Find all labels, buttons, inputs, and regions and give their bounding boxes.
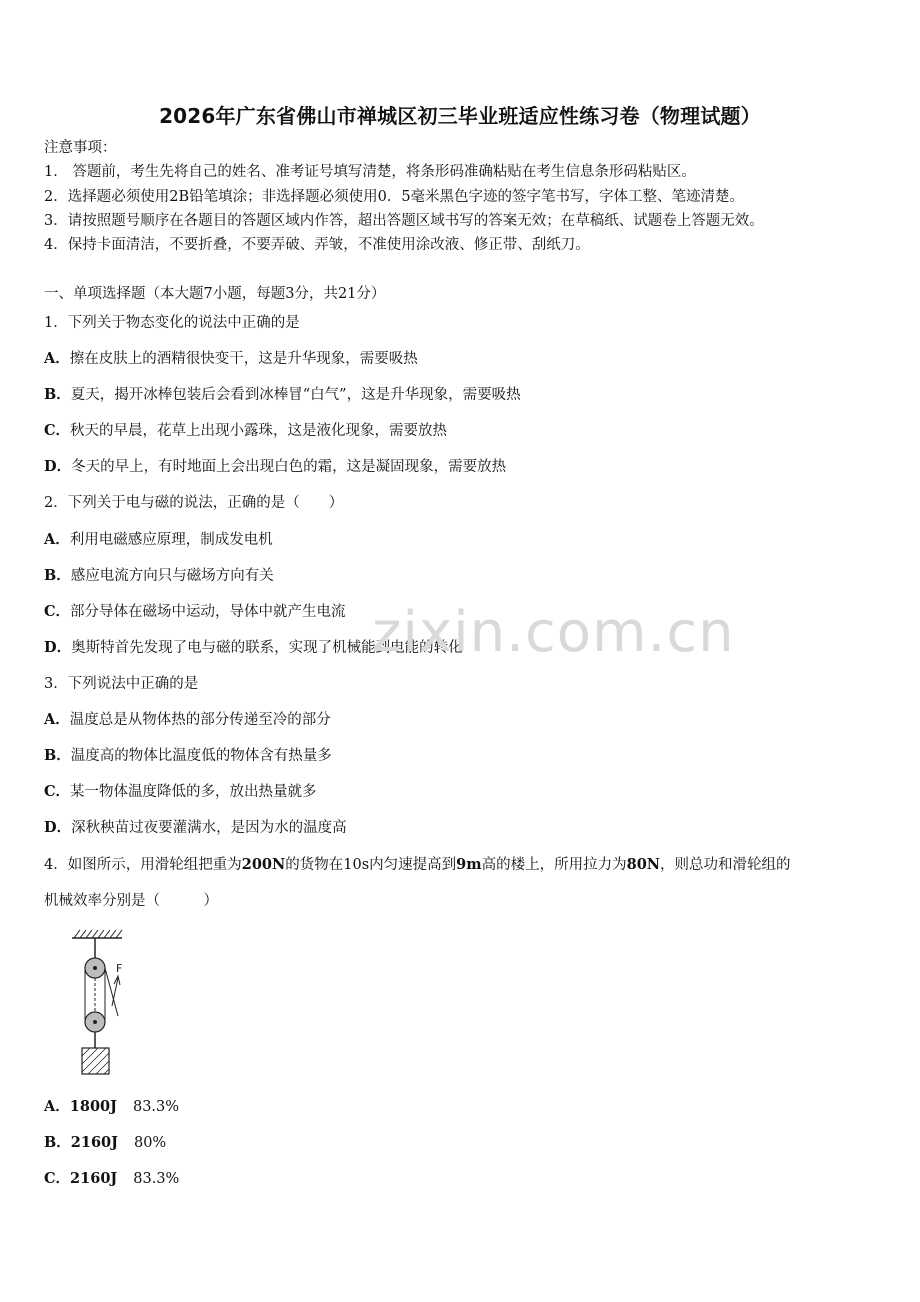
q2-option-c	[44, 602, 346, 622]
notice-item-1: 1． 答题前，考生先将自己的姓名、准考证号填写清楚，将条形码准确粘贴在考生信息条形码粘贴区。	[44, 164, 696, 180]
q3-option-d	[44, 818, 347, 838]
notice-item-4: 4．保持卡面清洁，不要折叠，不要弄破、弄皱，不准使用涂改液、修正带、刮纸刀。	[44, 237, 590, 253]
section-heading: 一、单项选择题（本大题7小题，每题3分，共21分）	[44, 286, 386, 302]
q1-stem: 1．下列关于物态变化的说法中正确的是	[44, 315, 300, 331]
option-letter: A．	[44, 711, 70, 728]
q4-weight: 200N	[241, 856, 286, 873]
notice-heading: 注意事项：	[44, 140, 117, 156]
q4-stem-part: 4．如图所示，用滑轮组把重为	[44, 857, 242, 873]
option-text: 擦在皮肤上的酒精很快变干，这是升华现象，需要吸热	[69, 351, 418, 367]
q1-option-c	[44, 421, 447, 441]
option-text: 温度高的物体比温度低的物体含有热量多	[70, 748, 332, 764]
pulley-diagram	[66, 926, 136, 1078]
q3-stem: 3．下列说法中正确的是	[44, 676, 199, 692]
pulley-figure	[66, 926, 136, 1082]
option-letter: B．	[44, 1134, 71, 1151]
option-text: 温度总是从物体热的部分传递至冷的部分	[69, 712, 331, 728]
option-value: 2160J	[70, 1170, 118, 1187]
q3-option-b	[44, 746, 332, 766]
force-label: F	[116, 962, 123, 975]
q1-option-d	[44, 457, 506, 477]
q2-stem: 2．下列关于电与磁的说法，正确的是（ ）	[44, 495, 344, 511]
option-value: 1800J	[69, 1098, 117, 1115]
q4-force: 80N	[626, 856, 661, 873]
q4-stem-line1	[44, 855, 791, 875]
notice-item-3: 3．请按照题号顺序在各题目的答题区域内作答，超出答题区域书写的答案无效；在草稿纸、试题卷上答题无效。	[44, 213, 764, 229]
option-letter: B．	[44, 386, 71, 403]
q3-option-c	[44, 782, 317, 802]
option-text: 冬天的早上，有时地面上会出现白色的霜，这是凝固现象，需要放热	[71, 459, 507, 475]
option-text: 感应电流方向只与磁场方向有关	[70, 568, 274, 584]
q4-stem-part: 的货物在10s内匀速提高到	[285, 857, 457, 873]
option-letter: C．	[44, 783, 71, 800]
q1-option-b	[44, 385, 521, 405]
option-text: 深秋秧苗过夜要灌满水，是因为水的温度高	[71, 820, 347, 836]
option-letter: A．	[44, 350, 70, 367]
option-value: 2160J	[70, 1134, 118, 1151]
q4-option-c	[44, 1169, 179, 1189]
notice-item-2: 2．选择题必须使用2B铅笔填涂；非选择题必须使用0．5毫米黑色字迹的签字笔书写，字体工整、笔迹清楚。	[44, 189, 745, 205]
option-text: 秋天的早晨，花草上出现小露珠，这是液化现象，需要放热	[70, 423, 448, 439]
option-text: 利用电磁感应原理，制成发电机	[69, 532, 273, 548]
q4-option-b	[44, 1133, 166, 1153]
q4-stem-part: 高的楼上，所用拉力为	[481, 857, 627, 873]
option-letter: A．	[44, 531, 70, 548]
option-letter: D．	[44, 458, 72, 475]
option-letter: C．	[44, 422, 71, 439]
option-letter: A．	[44, 1098, 70, 1115]
ceiling-hatch	[74, 930, 122, 938]
watermark: zixin.com.cn	[372, 600, 735, 665]
q2-option-b	[44, 566, 274, 586]
option-letter: D．	[44, 639, 72, 656]
q4-stem-part: ，则总功和滑轮组的	[660, 857, 791, 873]
q4-stem-line2: 机械效率分别是（ ）	[44, 893, 218, 909]
option-text: 夏天，揭开冰棒包装后会看到冰棒冒“白气”，这是升华现象，需要吸热	[70, 387, 521, 403]
option-letter: B．	[44, 567, 71, 584]
q2-option-a	[44, 530, 273, 550]
option-text: 某一物体温度降低的多，放出热量就多	[70, 784, 317, 800]
q1-option-a	[44, 349, 418, 369]
q4-height: 9m	[456, 856, 482, 873]
option-letter: C．	[44, 603, 71, 620]
option-extra: 83.3%	[132, 1099, 180, 1115]
rope-pull	[105, 968, 118, 1016]
option-letter: B．	[44, 747, 71, 764]
page-title: 2026年广东省佛山市禅城区初三毕业班适应性练习卷（物理试题）	[159, 104, 761, 128]
option-text: 奥斯特首先发现了电与磁的联系，实现了机械能到电能的转化	[71, 640, 463, 656]
option-letter: C．	[44, 1170, 71, 1187]
option-text: 部分导体在磁场中运动，导体中就产生电流	[70, 604, 346, 620]
option-extra: 83.3%	[133, 1171, 180, 1187]
q4-option-a	[44, 1097, 179, 1117]
option-letter: D．	[44, 819, 72, 836]
q3-option-a	[44, 710, 331, 730]
option-extra: 80%	[133, 1135, 167, 1151]
